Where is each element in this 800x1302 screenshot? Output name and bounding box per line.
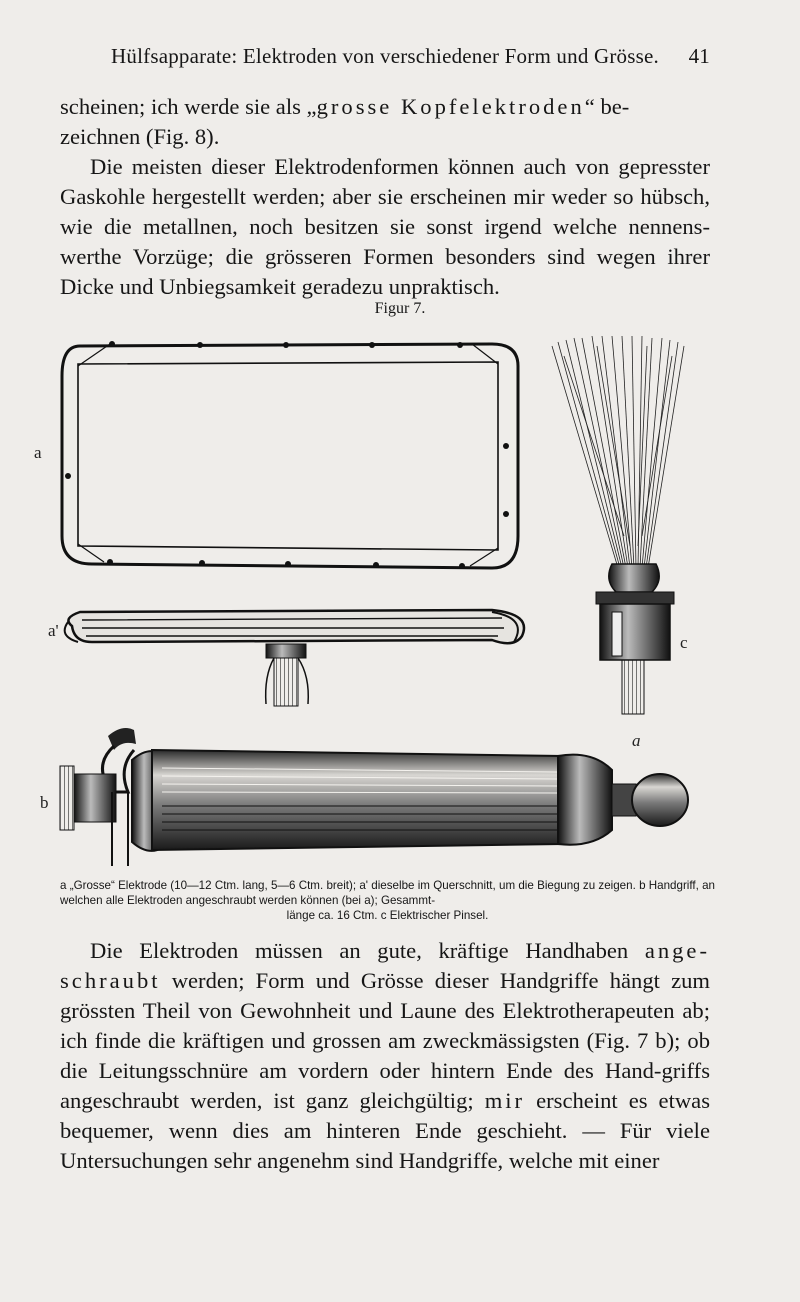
- page-number: 41: [688, 44, 710, 68]
- label-a-prime: a': [48, 621, 59, 640]
- paragraph-gaskohle: Die meisten dieser Elektrodenformen können auch von gepresster Gaskohle hergestellt werden; aber sie erscheinen mir weder so hübsch, wie die metallnen, noch besitzen sie sonst irgend welche nennens-werthe Vorzüge; die grösseren Formen besonders sind wegen ihrer Dicke und Unbiegsamkeit geradezu unpraktisch.: [60, 154, 710, 299]
- term-angeschraubt: ange-schraubt: [60, 938, 710, 993]
- figure-caption: [60, 878, 715, 923]
- term-mir: mir: [484, 1088, 526, 1113]
- caption-line-1: a „Grosse“ Elektrode (10—12 Ctm. lang, 5—6 Ctm. breit); a' dieselbe im Querschnitt, um die Biegung zu zeigen. b Handgriff, an welchen alle Elektroden angeschraubt werden können (bei a); Gesammt-: [60, 879, 715, 907]
- figure-7-illustration: [34, 336, 692, 872]
- label-b: b: [40, 793, 49, 812]
- paragraph-continuation: scheinen; ich werde sie als „grosse Kopfelektroden“ be- zeichnen (Fig. 8).: [60, 94, 630, 149]
- label-c: c: [680, 633, 688, 652]
- running-head-title: Hülfsapparate: Elektroden von verschiedener Form und Grösse.: [111, 44, 659, 68]
- paragraph-handhaben: Die Elektroden müssen an gute, kräftige Handhaben ange-schraubt werden; Form und Grösse dieser Handgriffe hängt zum grössten Theil von Gewohnheit und Laune des Elektrotherapeuten ab; ich finde die kräftigen und grossen am zweckmässigsten (Fig. 7 b); ob die Leitungsschnüre am vordern oder hintern Ende des Hand-griffs angeschraubt werden, ist ganz gleichgültig; mir erscheint es etwas bequemer, wenn dies am hinteren Ende geschieht. — Für viele Untersuchungen sehr angenehm sind Handgriffe, welche mit einer: [60, 938, 711, 1173]
- running-head: [60, 44, 710, 69]
- figure-drawing: [34, 336, 692, 872]
- figure-title: Figur 7.: [374, 300, 426, 317]
- top-paragraph: [60, 92, 710, 302]
- caption-line-2: länge ca. 16 Ctm. c Elektrischer Pinsel.: [286, 909, 489, 922]
- bottom-paragraph: [60, 936, 710, 1176]
- label-a-italic: a: [632, 731, 641, 750]
- electrode-a: [62, 341, 518, 569]
- handle-b: [60, 728, 688, 866]
- term-grosse-kopfelektroden: grosse Kopfelektroden: [316, 94, 585, 119]
- label-a: a: [34, 443, 42, 462]
- electrode-a-cross-section: [65, 610, 524, 706]
- electric-brush-c: [552, 336, 684, 714]
